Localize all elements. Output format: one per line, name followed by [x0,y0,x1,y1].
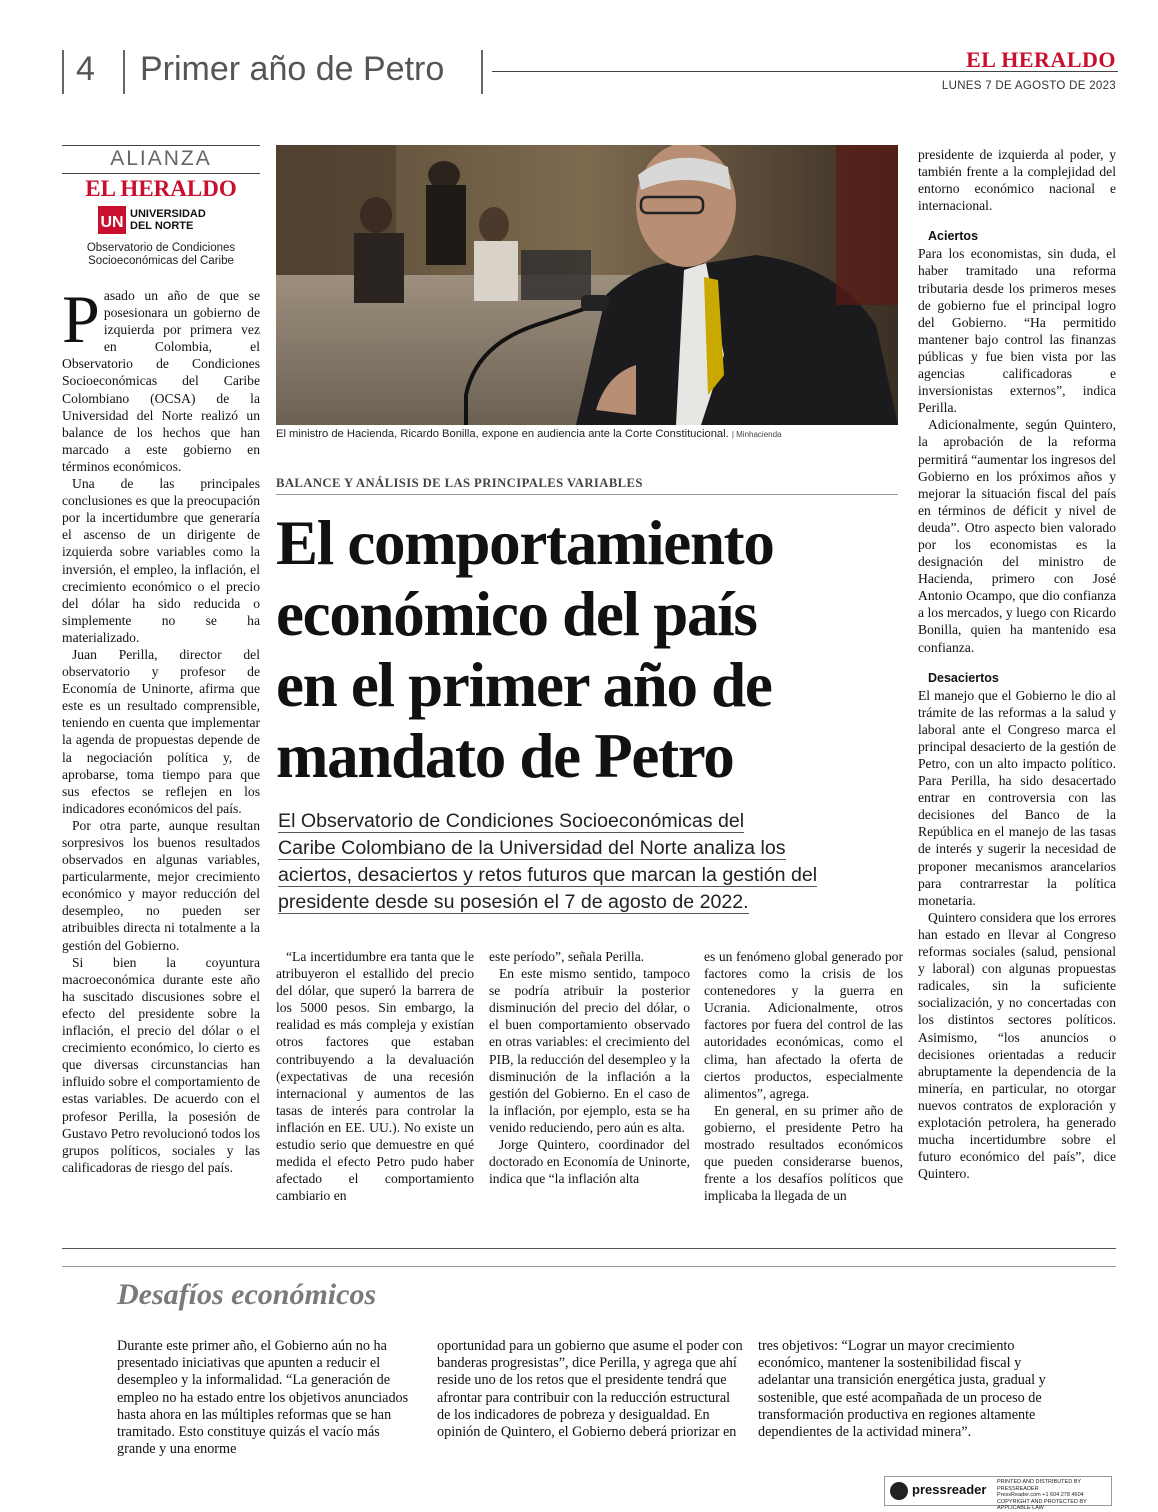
article-photo [276,145,898,425]
paragraph: es un fenómeno global generado por factores como la crisis de los contenedores y la guerra en Ucrania. Adicionalmente, otros factores por fuera del control de las autoridades económicas, como el clima, han afectado la oferta de ciertos productos, especialmente alimentos”, agrega. [704,949,903,1101]
paragraph: Durante este primer año, el Gobierno aún no ha presentado iniciativas que apunten a reducir el desempleo y la informalidad. “La generación de empleo no ha estado entre los objetivos anunciados hasta ahora en las múltiples reformas que se han tramitado. Esto constituye quizás el vacío más grande y una enorme [117,1338,409,1458]
paragraph: Juan Perilla, director del observatorio y profesor de Economía de Uninorte, afirma que este es un resultado comprensible, teniendo en cuenta que implementar la agenda de propuestas depende de la negociación política y, de aprobarse, toma tiempo para que sus efectos se reflejen en los indicadores económicos del país. [62,646,260,816]
header-divider [62,50,64,94]
photo-credit: | Minhacienda [731,430,782,439]
paragraph: Para los economistas, sin duda, el haber tramitado una reforma tributaria desde los primeros meses de gobierno fue el principal logro del Gobierno. “Ha permitido mantener bajo control las finanzas públicas y fue bien vista por las agencias calificadoras e inversionistas externos”, indica Perilla. [918,246,1116,416]
alliance-box [62,145,260,268]
pressreader-name: pressreader [912,1482,987,1497]
issue-date: LUNES 7 DE AGOSTO DE 2023 [941,80,1116,92]
fine-print-line: PRINTED AND DISTRIBUTED BY PRESSREADER [997,1479,1081,1492]
paragraph: Quintero considera que los errores han estado en llevar al Congreso reformas sociales (salud, pensional y laboral) con algunas propuestas radicales, sin la suficiente socialización, y no concertadas con los distintos sectores políticos. Asimismo, “los anuncios o decisiones orientadas a reducir abruptamente la dependencia de la minería, en particular, no otorgar nuevos contratos de exploración y explotación petrolera, ha generado mucha incertidumbre sobre el futuro económico del país”, dice Quintero. [918,909,1116,1182]
sidebar-column-3 [758,1338,1058,1441]
alliance-label: ALIANZA [110,147,212,170]
paragraph: Adicionalmente, según Quintero, la aprobación de la reforma permitirá “aumentar los ingresos del Gobierno en los próximos años y mejorar la situación fiscal del país en términos de déficit y nivel de deuda”. Otro aspecto bien valorado por los economistas es la designación del ministro de Hacienda, primero con José Antonio Ocampo, que dio confianza a los mercados, y luego con Ricardo Bonilla, quien ha mantenido esa confianza. [918,417,1116,655]
photo-minister-hearing [276,145,898,425]
fine-print-line: COPYRIGHT AND PROTECTED BY APPLICABLE LAW [997,1498,1087,1511]
paragraph: Por otra parte, aunque resultan sorpresivos los buenos resultados observados en algunas variables, particularmente, mejor crecimiento económico y mayor reducción del desempleo, no pueden ser atribuibles directa ni totalmente a la gestión del Gobierno. [62,817,260,953]
article-column-4 [704,948,903,1204]
pressreader-fine-print [997,1479,1109,1512]
paragraph: tres objetivos: “Lograr un mayor crecimiento económico, mantener la sostenibilidad fiscal y adelantar una transición energética justa, gradual y sostenible, que esté acompañada de un proceso de transformación productiva en regiones altamente dependientes de la actividad minera”. [758,1338,1046,1441]
paragraph: En este mismo sentido, tampoco se podría atribuir la posterior disminución del precio del dólar, o el buen comportamiento observado en otras variables: el crecimiento del PIB, la reducción del desempleo y la disminución de la inflación a la gestión del Gobierno. En el caso de la inflación, por ejemplo, esta se ha venido reduciendo, pero aún es alta. [489,966,690,1135]
page-number: 4 [76,50,95,88]
pressreader-icon [890,1482,908,1500]
paragraph: presidente de izquierda al poder, y también frente a la complejidad del entorno económico nacional e internacional. [918,147,1116,214]
deck-line: Caribe Colombiano de la Universidad del Norte analiza los [278,837,786,859]
lead-paragraph [62,281,260,475]
headline-line: económico del país [276,579,757,649]
logo-letters: UN [100,214,124,231]
sidebar-title: Desafíos económicos [117,1278,377,1311]
section-separator [62,1248,1116,1249]
university-name [130,208,206,232]
sidebar-column-2 [437,1338,743,1441]
headline-line: mandato de Petro [276,721,734,791]
header-divider [123,50,125,94]
observatory-line2: Socioeconómicas del Caribe [88,255,234,267]
caption-text: El ministro de Hacienda, Ricardo Bonilla, expone en audiencia ante la Corte Constitucional. [276,428,729,440]
paragraph: Si bien la coyuntura macroeconómica durante este año ha suscitado discusiones sobre el efecto del presidente sobre la inflación, el precio del dólar o el crecimiento económico, lo cierto es que diversas circunstancias han influido sobre el comportamiento de estas variables. De acuerdo con el profesor Perilla, la posesión de Gustavo Petro revolucionó todos los grupos políticos, sociales y las calificadoras de riesgo del país. [62,954,260,1175]
university-line1: UNIVERSIDAD [130,208,206,220]
pressreader-badge [884,1476,1112,1511]
deck-line: aciertos, desaciertos y retos futuros que marcan la gestión del [278,864,818,886]
headline [276,508,916,792]
article-column-5 [918,146,1116,1182]
photo-caption [276,428,906,440]
paragraph: “La incertidumbre era tanta que le atribuyeron el estallido del precio del dólar, que superó la barrera de los 5000 pesos. Sin embargo, la realidad es más compleja y existían otros factores que estaban contribuyendo a la devaluación (expectativas de una recesión internacional y aumentos de las tasas de interés para controlar la inflación en EE. UU.). No existe un estudio serio que demuestre en qué medida el efecto Petro pudo haber afectado el comportamiento cambiario en [276,949,474,1204]
observatory-line1: Observatorio de Condiciones [86,242,236,254]
section-title: Primer año de Petro [140,50,445,88]
section-separator [62,1266,1116,1267]
sidebar-column-1 [117,1338,421,1458]
deck-line: El Observatorio de Condiciones Socioeconómicas del [278,810,745,832]
paragraph: El manejo que el Gobierno le dio al trámite de las reformas a la salud y laboral ante el Congreso marca el principal desacierto de la gestión de Petro, con un alto impacto político. Para Perilla, ha sido desacertado entrar en controversia con las decisiones del Banco de la República en el manejo de las tasas de interés y sugerir la necesidad de proponer mecanismos arancelarios para contrarrestar la política monetaria. [918,687,1116,908]
headline-line: en el primer año de [276,650,772,720]
lead-text: asado un año de que se posesionara un gobierno de izquierda por primera vez en Colombia, el Observatorio de Condiciones Socioeconómicas del Caribe Colombiano (OCSA) de la Universidad del Norte realizó un balance de los hechos que han marcado a este gobierno en términos económicos. [62,288,260,474]
fine-print-line: PressReader.com +1 604 278 4604 [997,1492,1084,1498]
drop-cap: P [62,281,100,357]
deck [278,808,908,916]
paragraph: Una de las principales conclusiones es que la preocupación por la incertidumbre que generaría el ascenso de un dirigente de izquierda sobre variables como la inversión, el empleo, la inflación, el crecimiento económico o el precio del dólar ha sido reducida o simplemente no se ha materializado. [62,476,260,645]
headline-line: El comportamiento [276,508,774,578]
deck-line: presidente desde su posesión el 7 de agosto de 2022. [278,891,749,913]
article-column-2 [276,948,474,1204]
university-line2: DEL NORTE [130,220,194,232]
kicker: BALANCE Y ANÁLISIS DE LAS PRINCIPALES VARIABLES [276,476,898,495]
article-column-3 [489,948,690,1187]
header-divider [481,50,483,94]
paragraph: Jorge Quintero, coordinador del doctorado en Economía de Uninorte, indica que “la inflación alta [489,1137,690,1187]
uninorte-logo [98,206,126,234]
paragraph: oportunidad para un gobierno que asume el poder con banderas progresistas”, dice Perilla, y agrega que ahí reside uno de los retos que el presidente tendrá que afrontar para contribuir con la reducción estructural de los indicadores de pobreza y desigualdad. En opinión de Quintero, el Gobierno deberá priorizar en [437,1338,743,1441]
article-column-1 [62,281,260,1176]
paragraph: En general, en su primer año de gobierno, el presidente Petro ha mostrado resultados económicos que pueden considerarse buenos, frente a los desafíos políticos que implicaba la llegada de un [704,1102,903,1204]
alliance-brand: EL HERALDO [62,173,260,202]
paragraph: este período”, señala Perilla. [489,949,645,964]
subhead-desaciertos: Desaciertos [928,670,999,685]
subhead-aciertos: Aciertos [928,229,979,244]
masthead-brand: EL HERALDO [966,47,1116,72]
